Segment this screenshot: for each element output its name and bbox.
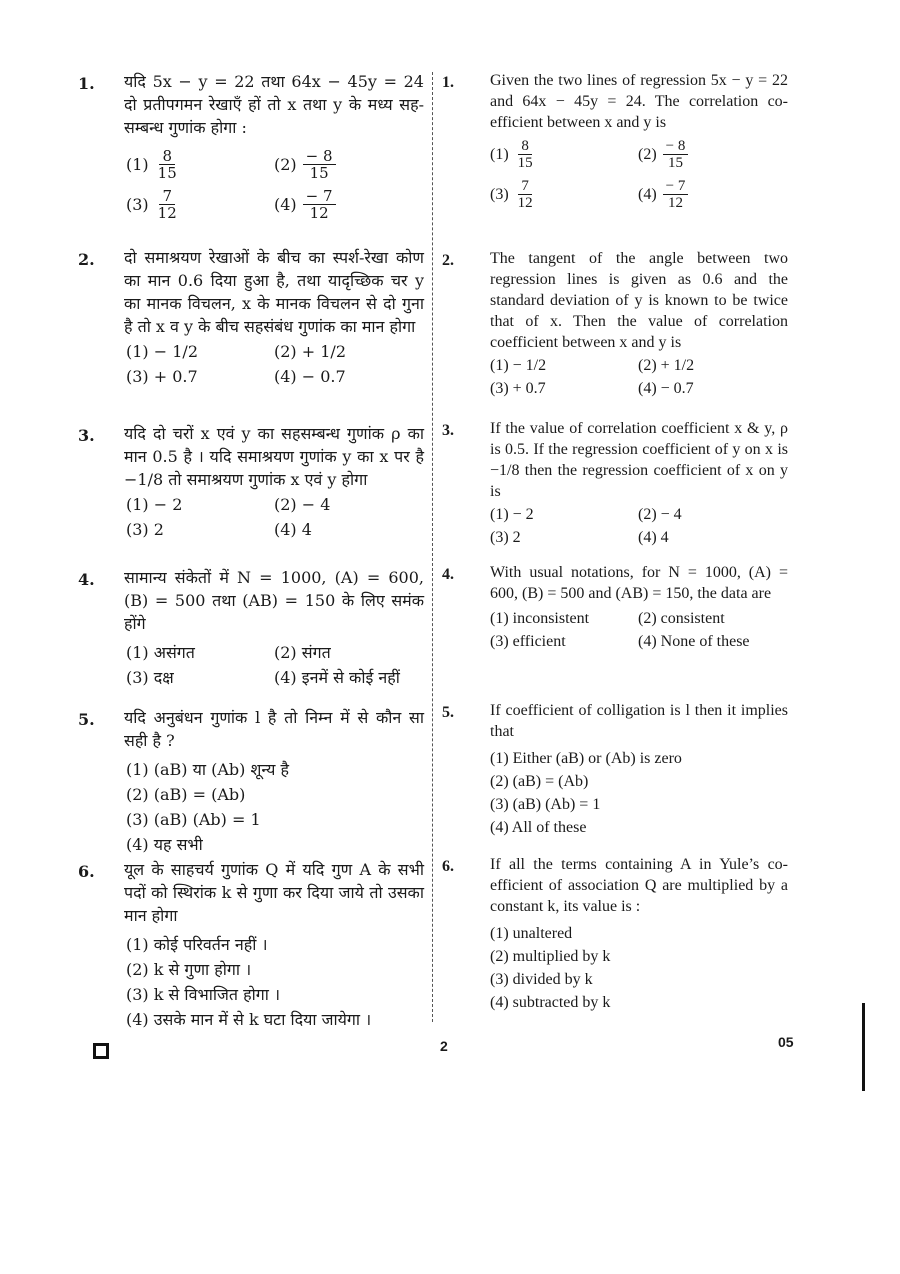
edge-mark: [862, 1003, 865, 1091]
numerator: 8: [159, 148, 175, 165]
option-1: (1) (aB) या (Ab) शून्य है: [126, 760, 289, 779]
options: [126, 641, 424, 689]
question-1-hindi: [78, 70, 424, 223]
option-3: (3) k से विभाजित होगा ।: [126, 985, 281, 1004]
option-3: (3) 2: [490, 529, 521, 546]
question-number: 5.: [442, 704, 454, 721]
fraction: [155, 188, 180, 221]
denominator: 12: [668, 194, 684, 211]
option-1: (1) असंगत: [126, 643, 195, 662]
question-1-english: [438, 70, 788, 213]
denominator: 15: [668, 154, 684, 171]
question-4-english: [438, 562, 788, 652]
option-2: (2) + 1/2: [274, 342, 346, 361]
options: [126, 145, 424, 223]
option-4: [274, 185, 424, 223]
option-2: (2) (aB) = (Ab): [126, 785, 246, 804]
question-text: The tangent of the angle between two regression lines is given as 0.6 and the standard deviation of y is known to be twice that of x. Then the value of correlation coefficient between x and y is: [490, 250, 788, 351]
option-label: (1): [126, 154, 149, 174]
denominator: 15: [517, 154, 533, 171]
option-3: (3) (aB) (Ab) = 1: [126, 810, 261, 829]
option-3: (3) + 0.7: [490, 380, 546, 397]
fraction: [515, 138, 536, 171]
option-4: (4) उसके मान में से k घटा दिया जायेगा ।: [126, 1010, 372, 1029]
options: [126, 933, 424, 1031]
question-5-english: [438, 700, 788, 838]
page-number: 2: [440, 1038, 448, 1054]
question-text: यदि दो चरों x एवं y का सहसम्बन्ध गुणांक ρ का मान 0.5 है । यदि समाश्रयण गुणांक y का x पर है −1/8 तो समाश्रयण गुणांक x एवं y होगा: [124, 424, 424, 489]
question-number: 3.: [442, 422, 454, 439]
fraction: [515, 178, 536, 211]
question-2-english: [438, 248, 788, 399]
question-text: If all the terms containing A in Yule’s co-efficient of association Q are multiplied by a constant k, its value is :: [490, 856, 788, 915]
numerator: − 8: [303, 148, 336, 165]
question-number: 6.: [442, 858, 454, 875]
option-label: (4): [274, 194, 297, 214]
option-label: (4): [638, 185, 657, 203]
option-1: (1) − 1/2: [126, 342, 198, 361]
question-text: If coefficient of colligation is l then it implies that: [490, 702, 788, 740]
question-text: सामान्य संकेतों में N = 1000, (A) = 600, (B) = 500 तथा (AB) = 150 के लिए समंक होंगे: [124, 568, 424, 633]
option-3: (3) efficient: [490, 633, 566, 650]
option-4: (4) 4: [638, 529, 669, 546]
question-text: With usual notations, for N = 1000, (A) = 600, (B) = 500 and (AB) = 150, the data are: [490, 564, 788, 602]
question-text: दो समाश्रयण रेखाओं के बीच का स्पर्श-रेखा कोण का मान 0.6 दिया हुआ है, तथा यादृच्छिक चर y का मानक विचलन, x के मानक विचलन से दो गुना है तो x व y के बीच सहसंबंध गुणांक का मान होगा: [124, 248, 424, 336]
denominator: 12: [517, 194, 533, 211]
question-number: 2.: [78, 250, 95, 269]
option-3: [126, 185, 274, 223]
option-2: (2) + 1/2: [638, 357, 695, 374]
question-text: If the value of correlation coefficient x & y, ρ is 0.5. If the regression coefficient of y on x is −1/8 then the regression coefficient of x on y is: [490, 420, 788, 500]
option-1: (1) − 2: [490, 506, 534, 523]
options: [126, 493, 424, 541]
options: [490, 135, 788, 213]
option-3: (3) + 0.7: [126, 367, 198, 386]
options: [490, 748, 788, 838]
question-number: 3.: [78, 426, 95, 445]
question-6-hindi: [78, 858, 424, 1031]
option-4: (4) इनमें से कोई नहीं: [274, 668, 400, 687]
question-number: 4.: [78, 570, 95, 589]
option-1: [126, 145, 274, 183]
fraction: [303, 188, 336, 221]
question-number: 4.: [442, 566, 454, 583]
numerator: − 7: [303, 188, 336, 205]
denominator: 12: [157, 203, 177, 222]
options: [126, 340, 424, 388]
options: [126, 758, 424, 856]
booklet-code: 05: [778, 1034, 794, 1050]
options: [490, 923, 788, 1013]
numerator: 7: [518, 178, 532, 195]
question-text: यूल के साहचर्य गुणांक Q में यदि गुण A के सभी पदों को स्थिरांक k से गुणा कर दिया जाये तो उसका मान होगा: [124, 860, 424, 925]
option-3: (3) (aB) (Ab) = 1: [490, 796, 601, 813]
option-4: (4) − 0.7: [274, 367, 346, 386]
option-4: (4) subtracted by k: [490, 994, 611, 1011]
question-2-hindi: [78, 246, 424, 388]
question-3-hindi: [78, 422, 424, 541]
option-3: (3) divided by k: [490, 971, 593, 988]
option-label: (3): [490, 185, 509, 203]
fraction: [155, 148, 180, 181]
denominator: 15: [309, 163, 329, 182]
question-text: Given the two lines of regression 5x − y = 22 and 64x − 45y = 24. The correlation co-efficient between x and y is: [490, 72, 788, 131]
question-number: 2.: [442, 252, 454, 269]
option-2: (2) संगत: [274, 643, 331, 662]
option-4: (4) None of these: [638, 633, 750, 650]
option-1: (1) कोई परिवर्तन नहीं ।: [126, 935, 268, 954]
options: [490, 608, 788, 652]
option-2: (2) (aB) = (Ab): [490, 773, 589, 790]
question-number: 1.: [78, 74, 95, 93]
option-4: (4) यह सभी: [126, 835, 203, 854]
numerator: 7: [159, 188, 175, 205]
square-marker-icon: [93, 1043, 109, 1059]
option-3: [490, 175, 638, 213]
question-text: यदि अनुबंधन गुणांक l है तो निम्न में से कौन सा सही है ?: [124, 708, 424, 750]
question-number: 1.: [442, 74, 454, 91]
question-5-hindi: [78, 706, 424, 856]
option-2: (2) − 4: [638, 506, 682, 523]
numerator: − 7: [663, 178, 689, 195]
options: [490, 355, 788, 399]
option-2: [274, 145, 424, 183]
option-2: [638, 135, 788, 173]
option-2: (2) consistent: [638, 610, 725, 627]
option-label: (3): [126, 194, 149, 214]
option-4: (4) − 0.7: [638, 380, 694, 397]
numerator: 8: [518, 138, 532, 155]
fraction: [303, 148, 336, 181]
option-1: (1) Either (aB) or (Ab) is zero: [490, 750, 682, 767]
option-2: (2) multiplied by k: [490, 948, 611, 965]
column-divider: [432, 72, 433, 1022]
question-text: यदि 5x − y = 22 तथा 64x − 45y = 24 दो प्रतीपगमन रेखाएँ हों तो x तथा y के मध्य सह-सम्बन्ध गुणांक होगा :: [124, 72, 424, 137]
options: [490, 504, 788, 548]
option-3: (3) 2: [126, 520, 164, 539]
question-3-english: [438, 418, 788, 548]
option-4: (4) All of these: [490, 819, 587, 836]
option-label: (1): [490, 145, 509, 163]
numerator: − 8: [663, 138, 689, 155]
option-1: [490, 135, 638, 173]
denominator: 15: [157, 163, 177, 182]
option-1: (1) − 2: [126, 495, 183, 514]
question-6-english: [438, 854, 788, 1013]
option-4: (4) 4: [274, 520, 312, 539]
option-1: (1) unaltered: [490, 925, 573, 942]
option-label: (2): [274, 154, 297, 174]
option-label: (2): [638, 145, 657, 163]
option-3: (3) दक्ष: [126, 668, 174, 687]
option-1: (1) − 1/2: [490, 357, 547, 374]
question-number: 6.: [78, 862, 95, 881]
fraction: [663, 138, 689, 171]
option-4: [638, 175, 788, 213]
option-2: (2) k से गुणा होगा ।: [126, 960, 252, 979]
denominator: 12: [309, 203, 329, 222]
question-number: 5.: [78, 710, 95, 729]
question-4-hindi: [78, 566, 424, 689]
option-1: (1) inconsistent: [490, 610, 590, 627]
option-2: (2) − 4: [274, 495, 331, 514]
fraction: [663, 178, 689, 211]
